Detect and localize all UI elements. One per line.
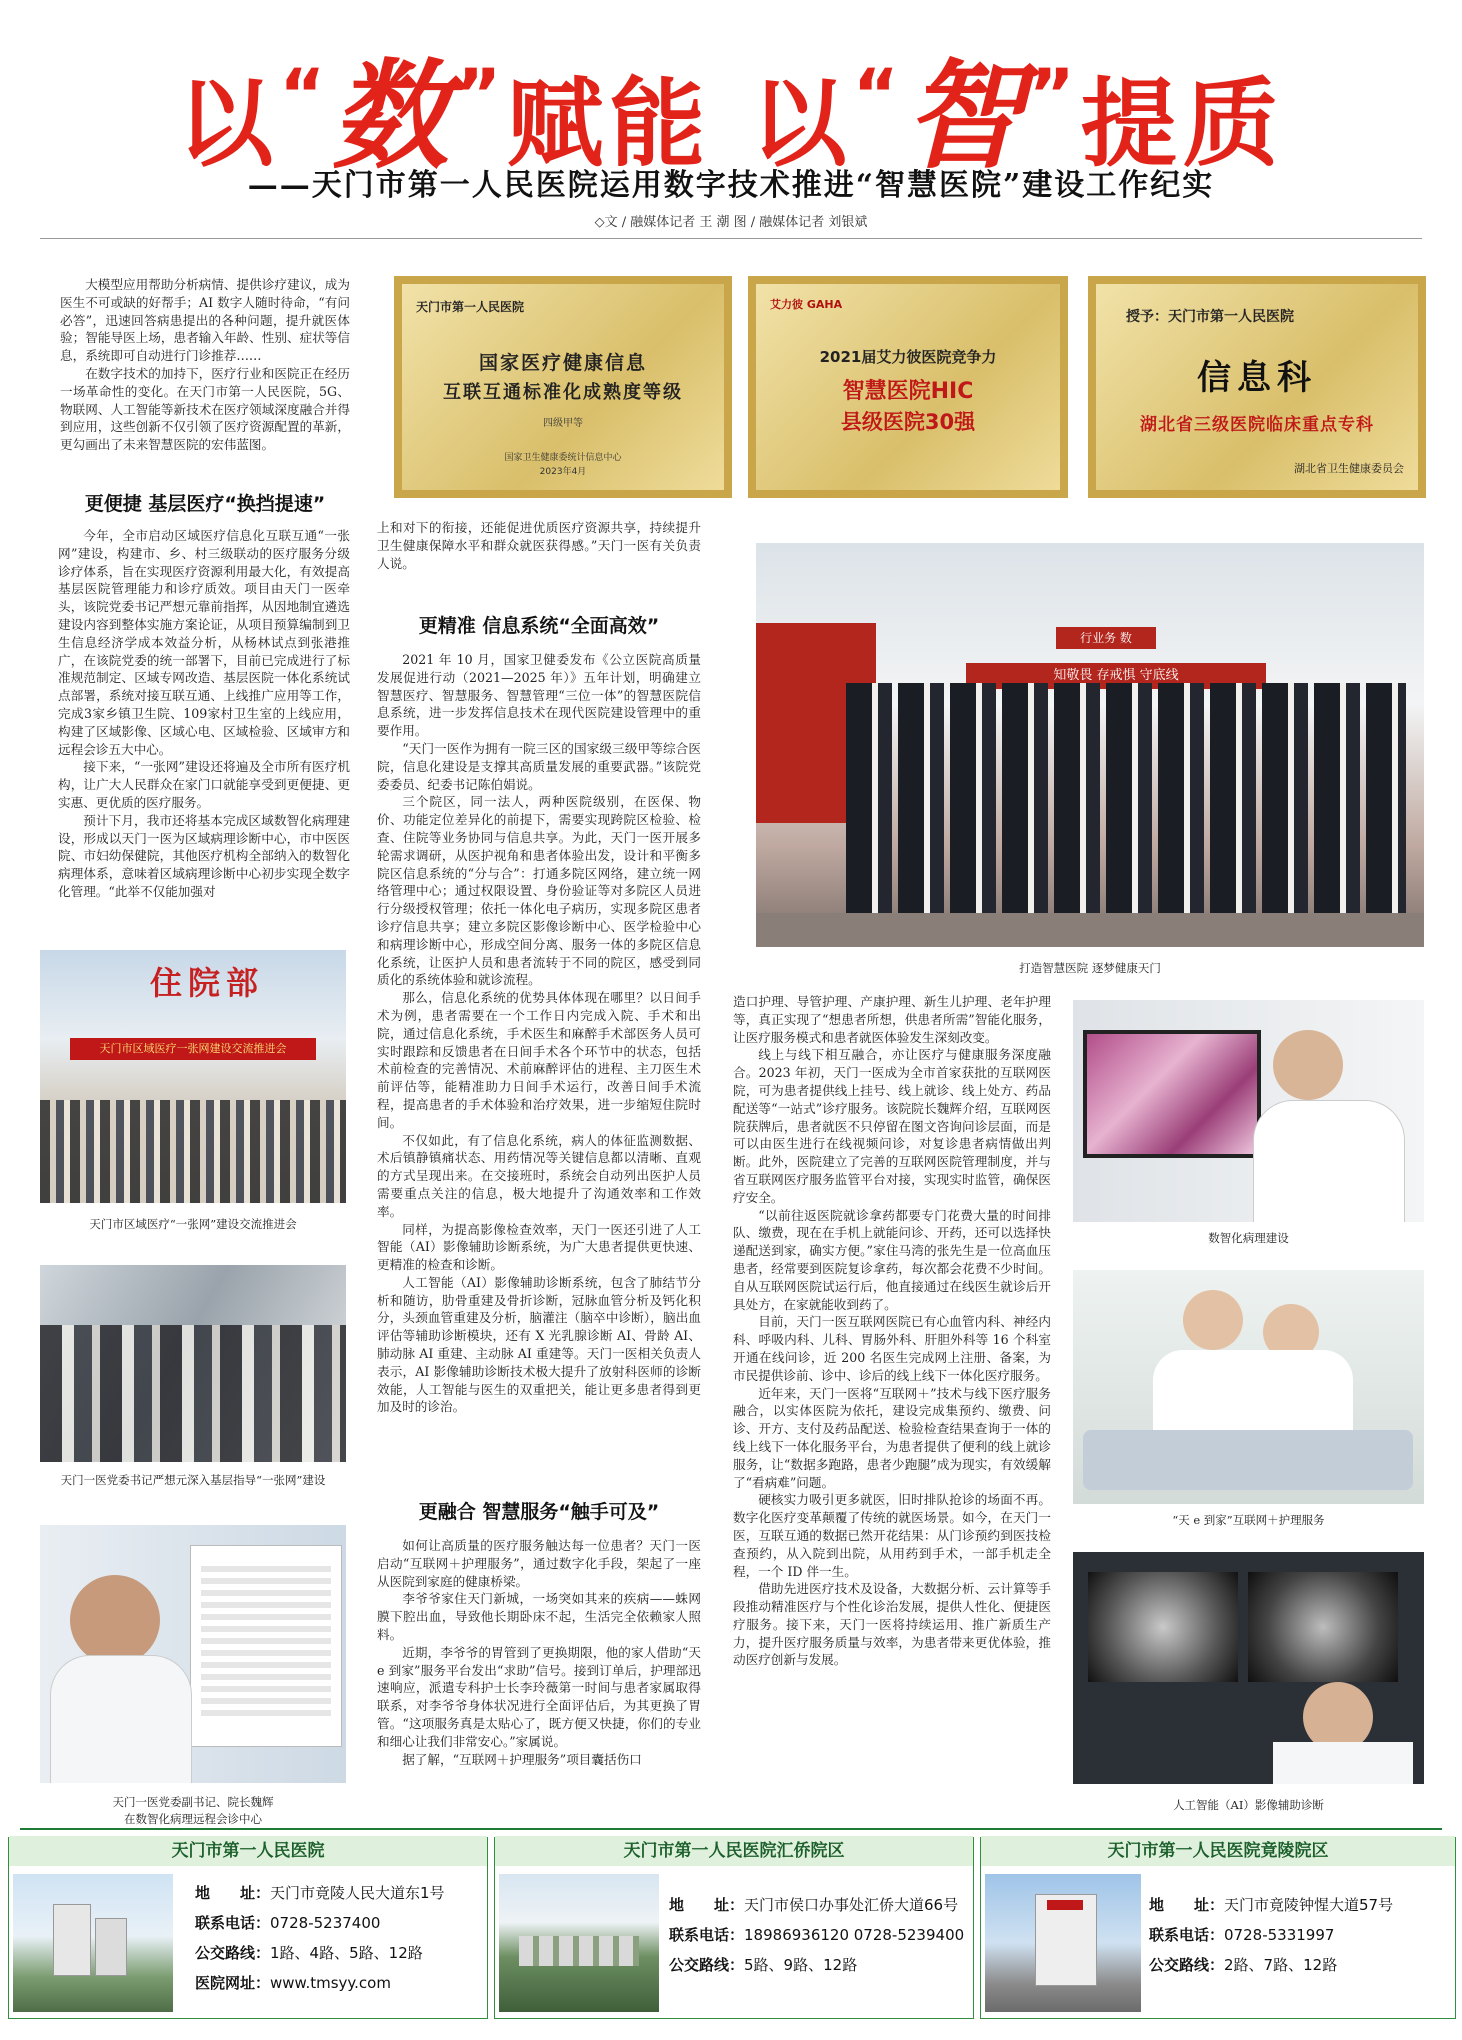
address: 天门市侯口办事处汇侨大道66号	[744, 1896, 959, 1914]
person-body	[50, 1655, 192, 1783]
plaque-line: 智慧医院HIC	[842, 379, 974, 404]
hospital-name: 天门市第一人民医院竟陵院区	[981, 1836, 1455, 1866]
paragraph: 据了解，“互联网＋护理服务”项目囊括伤口	[402, 1751, 642, 1767]
phone-label: 联系电话：	[195, 1914, 271, 1932]
article-column-1	[58, 527, 350, 901]
building-sign: 住院部	[150, 964, 265, 1002]
ai-imaging-photo	[1073, 1552, 1424, 1784]
paragraph: 李爷爷家住天门新城，一场突如其来的疾病——蛛网膜下腔出血，导致他长期卧床不起，生活完全依赖家人照料。	[377, 1591, 701, 1642]
bus-label: 公交路线：	[669, 1956, 745, 1974]
headline: 以“数”赋能 以“智”提质	[177, 47, 1285, 185]
ct-monitor	[1248, 1572, 1398, 1682]
award-plaque-2	[748, 276, 1068, 498]
article-column-2-bottom	[377, 1537, 701, 1768]
photo-caption: 天门市区域医疗“一张网”建设交流推进会	[89, 1217, 297, 1231]
person-head	[70, 1575, 160, 1665]
header-divider	[40, 238, 1422, 239]
photo-caption: 数智化病理建设	[1208, 1231, 1289, 1245]
hospital-info-huiqiao	[494, 1837, 974, 2019]
paragraph: 今年，全市启动区域医疗信息化互联互通“一张网”建设，构建市、乡、村三级联动的医疗服务分级诊疗体系，旨在实现医疗资源利用最大化，有效提高基层医院管理能力和诊疗质效。项目由天门一医牵头，该院党委书记严想元靠前指挥，从因地制宜遴选建设内容到整体实施方案论证，从项目预算编制到卫生信息经济学成本效益分析，从杨林试点到张港推广，在该院党委的统一部署下，目前已完成进行了标准规范制定、区域专网改造、基层医院一体化系统试点部署，系统对接互联互通、上线推广应用等工作，完成3家乡镇卫生院、109家村卫生室的上线应用，构建了区域影像、区域心电、区域检验、区域审方和远程会诊五大中心。	[58, 528, 350, 757]
doctor-head	[1273, 1030, 1343, 1100]
paragraph: 人工智能（AI）影像辅助诊断系统，包含了肺结节分析和随访，肋骨重建及骨折诊断，冠脉血管分析及钙化积分，头颈血管重建及分析，脑灌注（脑卒中诊断），脑出血评估等辅助诊断模块，还有 X 光乳腺诊断 AI、骨龄 AI、肺动脉 AI 重建、主动脉 AI 重建等。天门一医相关负责人表示，AI 影像辅助诊断技术极大提升了放射科医师的诊断效能，人工智能与医生的双重把关，能让更多患者得到更加及时的诊治。	[377, 1274, 701, 1415]
paragraph: 不仅如此，有了信息化系统，病人的体征监测数据、术后镇静镇痛状态、用药情况等关键信息都以清晰、直观的方式呈现出来。在交接班时，系统会自动列出医护人员需要重点关注的信息，极大地提升了沟通效率和工作效率。	[377, 1132, 701, 1219]
intro-text	[60, 276, 350, 454]
paragraph: 三个院区，同一法人，两种医院级别，在医保、物价、功能定位差异化的前提下，需要实现跨院区检验、检查、住院等业务协同与信息共享。为此，天门一医开展多轮需求调研，从医护视角和患者体验出发，设计和平衡多院区信息系统的“分与合”：打通多院区网络，建立统一网络管理中心；通过权限设置、身份验证等对多院区人员进行分级授权管理；依托一体化电子病历，实现多院区患者诊疗信息共享；建立多院区影像诊断中心、医学检验中心和病理诊断中心，形成空间分离、服务一体的多院区信息化系统，让医护人员和患者流转于不同的院区，感受到同质化的系统体验和就诊流程。	[377, 794, 701, 988]
plaque-issuer: 天门市第一人民医院	[416, 300, 525, 314]
intro-paragraph: 在数字技术的加持下，医疗行业和医院正在经历一场革命性的变化。在天门市第一人民医院，5G、物联网、人工智能等新技术在医疗领域深度融合并得到应用，这些创新不仅引领了医疗资源配置的革新，更勾画出了未来智慧医院的宏伟蓝图。	[60, 365, 350, 453]
hospital-contact	[195, 1878, 485, 1998]
intro-paragraph: 大模型应用帮助分析病情、提供诊疗建议，成为医生不可或缺的好帮手；AI 数字人随时待命，“有问必答”，迅速回答病患提出的各种问题，提升就医体验；智能导医上场，患者输入年龄、性别、症状等信息，系统即可自动进行门诊推荐……	[60, 277, 350, 364]
nurse-head	[1183, 1290, 1243, 1350]
doctor-body	[1253, 1100, 1405, 1222]
section-heading: 更便捷 基层医疗“换挡提速”	[84, 493, 326, 515]
paragraph: 近年来，天门一医将“互联网＋”技术与线下医疗服务融合，以实体医院为依托，建设完成集预约、缴费、问诊、开方、支付及药品配送、检验检查结果查询于一体的线上线下一体化服务平台，为患者提供了便利的线上就诊服务，让“数据多跑路，患者少跑腿”成为现实，有效缓解了“看病难”问题。	[733, 1385, 1051, 1490]
floor	[756, 913, 1424, 947]
paragraph: 线上与线下相互融合，亦让医疗与健康服务深度融合。2023 年初，天门一医成为全市首家获批的互联网医院，可为患者提供线上挂号、线上就诊、线上处方、药品配送等“一站式”诊疗服务。该院院长魏辉介绍，互联网医院获牌后，患者就医不只停留在图文咨询问诊层面，而是可以由医生进行在线视频问诊，对复诊患者病情做出判断。此外，医院建立了完善的互联网医院管理制度，并与省互联网医疗服务监管平台对接，实现实时监管，确保医疗安全。	[733, 1047, 1051, 1205]
paragraph: 硬核实力吸引更多就医，旧时排队抢诊的场面不再。数字化医疗变革颠覆了传统的就医场景。如今，在天门一医，互联互通的数据已然开花结果：从门诊预约到医技检查预约，从入院到出院，从用药到手术，一部手机走全程，一个 ID 伴一生。	[733, 1492, 1051, 1579]
nurses	[1153, 1350, 1353, 1430]
ct-monitor	[1088, 1572, 1238, 1682]
pathology-photo	[1073, 1000, 1424, 1222]
hospital-info-main	[8, 1837, 488, 2019]
plaque-recipient: 授予：天门市第一人民医院	[1126, 309, 1294, 325]
photo-caption: “天 e 到家”互联网＋护理服务	[1172, 1513, 1325, 1527]
microscope-monitor	[1083, 1030, 1261, 1158]
byline: ◇文 / 融媒体记者 王 潮 图 / 融媒体记者 刘银斌	[594, 215, 868, 230]
hospital-contact	[1149, 1890, 1451, 1980]
photo-caption: 天门一医党委副书记、院长魏辉 在数智化病理远程会诊中心	[112, 1795, 274, 1826]
paragraph: 近期，李爷爷的胃管到了更换期限，他的家人借助“天 e 到家”服务平台发出“求助”信号。接到订单后，护理部迅速响应，派遣专科护士长李玲薇第一时间与患者家属取得联系，对李爷爷身体状况进行全面评估后，为其更换了胃管。“这项服务真是太贴心了，既方便又快捷，你们的专业和细心让我们非常安心。”家属说。	[377, 1644, 701, 1749]
display-screen	[190, 1545, 342, 1747]
paragraph: 那么，信息化系统的优势具体体现在哪里？以日间手术为例，患者需要在一个工作日内完成入院、手术和出院，通过信息化系统，手术医生和麻醉手术部医务人员可实时跟踪和反馈患者在日间手术各个环节中的状态，包括术前检查的完善情况、术前麻醉评估的进程、主刀医生术前评估等，能精准助力日间手术运行，改善日间手术流程，提高患者的手术体验和治疗效果，进一步缩短住院时间。	[377, 990, 701, 1130]
campus-aerial-photo	[499, 1874, 659, 2012]
plaque-brand: 艾力彼 GAHA	[770, 298, 843, 311]
people-group	[40, 1325, 346, 1462]
award-plaque-3	[1088, 276, 1426, 498]
plaque-line: 县级医院30强	[840, 410, 976, 434]
bus-routes: 5路、9路、12路	[744, 1956, 858, 1974]
bus-label: 公交路线：	[195, 1944, 271, 1962]
phone-label: 联系电话：	[669, 1926, 745, 1944]
plaque-grade: 四级甲等	[543, 418, 583, 429]
article-column-3	[733, 993, 1051, 1669]
phone: 0728-5237400	[270, 1914, 381, 1932]
photo-caption: 打造智慧医院 逐梦健康天门	[1019, 961, 1161, 975]
paragraph: 2021 年 10 月，国家卫健委发布《公立医院高质量发展促进行动（2021—2025 年）》五年计划，明确建立智慧医疗、智慧服务、智慧管理“三位一体”的智慧医院信息系统，进一步发挥信息技术在现代医院建设管理中的重要作用。	[377, 652, 701, 739]
photo-caption: 人工智能（AI）影像辅助诊断	[1173, 1798, 1324, 1812]
plaque-date: 2023年4月	[539, 467, 587, 477]
section-heading: 更精准 信息系统“全面高效”	[418, 615, 660, 637]
phone: 18986936120 0728-5239400	[744, 1926, 965, 1944]
group-of-people	[40, 1100, 346, 1203]
paragraph: “天门一医作为拥有一院三区的国家级三级甲等综合医院，信息化建设是支撑其高质量发展的重要武器。”该院党委委员、纪委书记陈伯娟说。	[377, 740, 701, 792]
address-label: 地 址：	[195, 1884, 271, 1902]
award-plaque-1	[394, 276, 732, 498]
red-banner: 天门市区域医疗一张网建设交流推进会	[70, 1038, 316, 1060]
paragraph: 预计下月，我市还将基本完成区域数智化病理建设，形成以天门一医为区域病理诊断中心，市中医医院、市妇幼保健院，其他医疗机构全部纳入的数智化病理体系，意味着区域病理诊断中心初步实现全数字化管理。“此举不仅能加强对	[58, 812, 350, 899]
bus-routes: 1路、4路、5路、12路	[270, 1944, 423, 1962]
hospital-contact	[669, 1890, 969, 1980]
paragraph: “以前往返医院就诊拿药都要专门花费大量的时间排队、缴费，现在在手机上就能问诊、开药，还可以选择快递配送到家，确实方便。”家住马湾的张先生是一位高血压患者，经常要到医院复诊拿药，每次都会花费不少时间。自从互联网医院试运行后，他直接通过在线医生就诊后开具处方，在家就能收到药了。	[733, 1207, 1051, 1312]
staff-members	[846, 683, 1406, 913]
home-nursing-photo	[1073, 1270, 1424, 1504]
address: 天门市竟陵人民大道东1号	[270, 1884, 445, 1902]
hospital-building-photo	[13, 1874, 173, 2012]
phone: 0728-5331997	[1224, 1926, 1335, 1944]
plaque-line: 国家医疗健康信息	[478, 352, 647, 374]
paragraph: 如何让高质量的医疗服务触达每一位患者？天门一医启动“互联网＋护理服务”，通过数字化手段，架起了一座从医院到家庭的健康桥梁。	[377, 1538, 701, 1589]
paragraph: 借助先进医疗技术及设备，大数据分析、云计算等手段推动精准医疗与个性化诊治发展，提供人性化、便捷医疗服务。接下来，天门一医将持续运用、推广新质生产力，提升医疗服务质量与效率，为患者带来更优体验，推动医疗创新与发展。	[733, 1581, 1051, 1668]
photo-caption: 天门一医党委书记严想元深入基层指导“一张网”建设	[60, 1473, 326, 1487]
address-label: 地 址：	[669, 1896, 745, 1914]
hospital-info-jingling	[980, 1837, 1456, 2019]
address-label: 地 址：	[1149, 1896, 1225, 1914]
paragraph: 同样，为提高影像检查效率，天门一医还引进了人工智能（AI）影像辅助诊断系统，为广大患者提供更快速、更精准的检查和诊断。	[377, 1221, 701, 1273]
website[interactable]: www.tmsyy.com	[270, 1974, 391, 1992]
paragraph: 接下来，“一张网”建设还将遍及全市所有医疗机构，让广大人民群众在家门口就能享受到更便捷、更实惠、更优质的医疗服务。	[58, 759, 350, 810]
plaque-line: 互联互通标准化成熟度等级	[443, 382, 683, 403]
campus-building-photo	[985, 1874, 1141, 2012]
president-photo	[40, 1525, 346, 1783]
hospital-name: 天门市第一人民医院	[9, 1836, 487, 1866]
plaque-line: 信息科	[1197, 358, 1317, 398]
wall-sign: 行业务 数	[1056, 627, 1156, 649]
doctor-body	[1273, 1742, 1413, 1784]
plaque-line: 湖北省三级医院临床重点专科	[1140, 415, 1374, 435]
meeting-group-photo	[40, 950, 346, 1203]
subtitle: ——天门市第一人民医院运用数字技术推进“智慧医院”建设工作纪实	[247, 168, 1215, 203]
section-heading: 更融合 智慧服务“触手可及”	[418, 1501, 660, 1523]
inspection-photo	[40, 1265, 346, 1462]
paragraph: 造口护理、导管护理、产康护理、新生儿护理、老年护理等，真正实现了“想患者所想，供患者所需”智能化服务，让医疗服务模式和患者就医体验发生深刻改变。	[733, 994, 1051, 1045]
slogan-banner: 知敬畏 存戒惧 守底线	[966, 663, 1266, 689]
hospital-name: 天门市第一人民医院汇侨院区	[495, 1836, 973, 1866]
paragraph: 目前，天门一医互联网医院已有心血管内科、神经内科、呼吸内科、儿科、胃肠外科、肝胆外科等 16 个科室开通在线问诊，近 200 名医生完成网上注册、备案，为市民提供诊前、诊中、诊后的线上线下一体化医疗服务。	[733, 1314, 1051, 1383]
plaque-org: 国家卫生健康委统计信息中心	[504, 453, 622, 463]
bus-routes: 2路、7路、12路	[1224, 1956, 1338, 1974]
article-column-2	[377, 651, 701, 1416]
plaque-line: 2021届艾力彼医院竞争力	[819, 348, 997, 366]
address: 天门市竟陵钟惺大道57号	[1224, 1896, 1394, 1914]
website-label: 医院网址：	[195, 1974, 271, 1992]
phone-label: 联系电话：	[1149, 1926, 1225, 1944]
paragraph: 上和对下的衔接，还能促进优质医疗资源共享，持续提升卫生健康保障水平和群众就医获得感。”天门一医有关负责人说。	[377, 520, 701, 571]
staff-group-photo	[756, 543, 1424, 947]
article-column-2-top	[377, 519, 701, 572]
patient-in-bed	[1083, 1430, 1413, 1490]
bus-label: 公交路线：	[1149, 1956, 1225, 1974]
footer-divider	[20, 1828, 1442, 1830]
plaque-org: 湖北省卫生健康委员会	[1294, 462, 1404, 475]
